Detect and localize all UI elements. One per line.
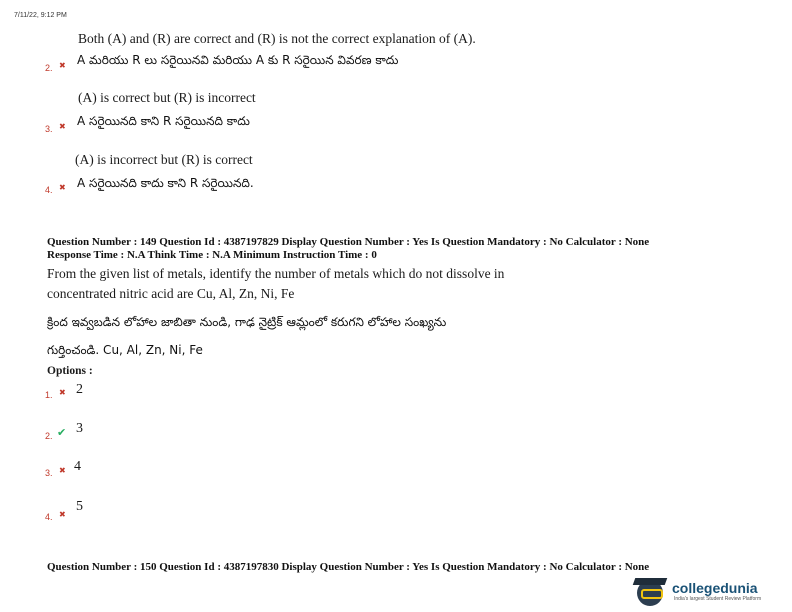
correct-check-icon: ✔: [57, 426, 67, 439]
print-timestamp: 7/11/22, 9:12 PM: [14, 12, 67, 19]
prev-option-2-english: Both (A) and (R) are correct and (R) is not the correct explanation of (A).: [78, 31, 476, 46]
prev-option-4-english: (A) is incorrect but (R) is correct: [75, 152, 253, 167]
collegedunia-logo: [632, 576, 792, 612]
wrong-mark-icon: ✖: [59, 122, 66, 131]
options-label: Options :: [47, 365, 93, 377]
option-1-number: 1.: [45, 390, 53, 400]
option-2-number: 2.: [45, 431, 53, 441]
prev-option-2-number: 2.: [45, 63, 53, 73]
glasses-icon: [641, 589, 663, 599]
question-149-text-telugu-line1: క్రింద ఇవ్వబడిన లోహాల జాబితా నుండి, గాఢ నైట్రిక్ ఆమ్లంలో కరుగని లోహాల సంఖ్యను: [47, 315, 447, 329]
prev-option-2-telugu: A మరియు R లు సరైయినవి మరియు A కు R సరైయిన వివరణ కాదు: [77, 53, 399, 67]
option-2-value: 3: [76, 421, 83, 436]
wrong-mark-icon: ✖: [59, 388, 66, 397]
logo-name: collegedunia: [672, 580, 758, 596]
option-3-value: 4: [74, 459, 81, 474]
wrong-mark-icon: ✖: [59, 61, 66, 70]
question-149-text-telugu-line2: గుర్తించండి. Cu, Al, Zn, Ni, Fe: [47, 343, 203, 357]
question-149-text-english-line2: concentrated nitric acid are Cu, Al, Zn, Ni, Fe: [47, 286, 295, 301]
option-4-value: 5: [76, 499, 83, 514]
question-149-text-english-line1: From the given list of metals, identify the number of metals which do not dissolve in: [47, 266, 505, 281]
graduation-cap-icon: [633, 578, 668, 585]
option-1-value: 2: [76, 382, 83, 397]
wrong-mark-icon: ✖: [59, 510, 66, 519]
wrong-mark-icon: ✖: [59, 183, 66, 192]
wrong-mark-icon: ✖: [59, 466, 66, 475]
prev-option-4-number: 4.: [45, 185, 53, 195]
prev-option-3-english: (A) is correct but (R) is incorrect: [78, 90, 256, 105]
question-149-meta-line2: Response Time : N.A Think Time : N.A Minimum Instruction Time : 0: [47, 249, 377, 261]
prev-option-3-telugu: A సరైయినది కాని R సరైయినది కాదు: [77, 114, 250, 128]
option-3-number: 3.: [45, 468, 53, 478]
prev-option-4-telugu: A సరైయినది కాదు కాని R సరైయినది.: [77, 176, 254, 190]
question-150-meta-line1: Question Number : 150 Question Id : 4387197830 Display Question Number : Yes Is Question Mandatory : No Calculator : None: [47, 561, 650, 573]
question-149-meta-line1: Question Number : 149 Question Id : 4387197829 Display Question Number : Yes Is Question Mandatory : No Calculator : None: [47, 236, 650, 248]
option-4-number: 4.: [45, 512, 53, 522]
logo-tagline: India's largest Student Review Platform: [674, 596, 762, 602]
prev-option-3-number: 3.: [45, 124, 53, 134]
